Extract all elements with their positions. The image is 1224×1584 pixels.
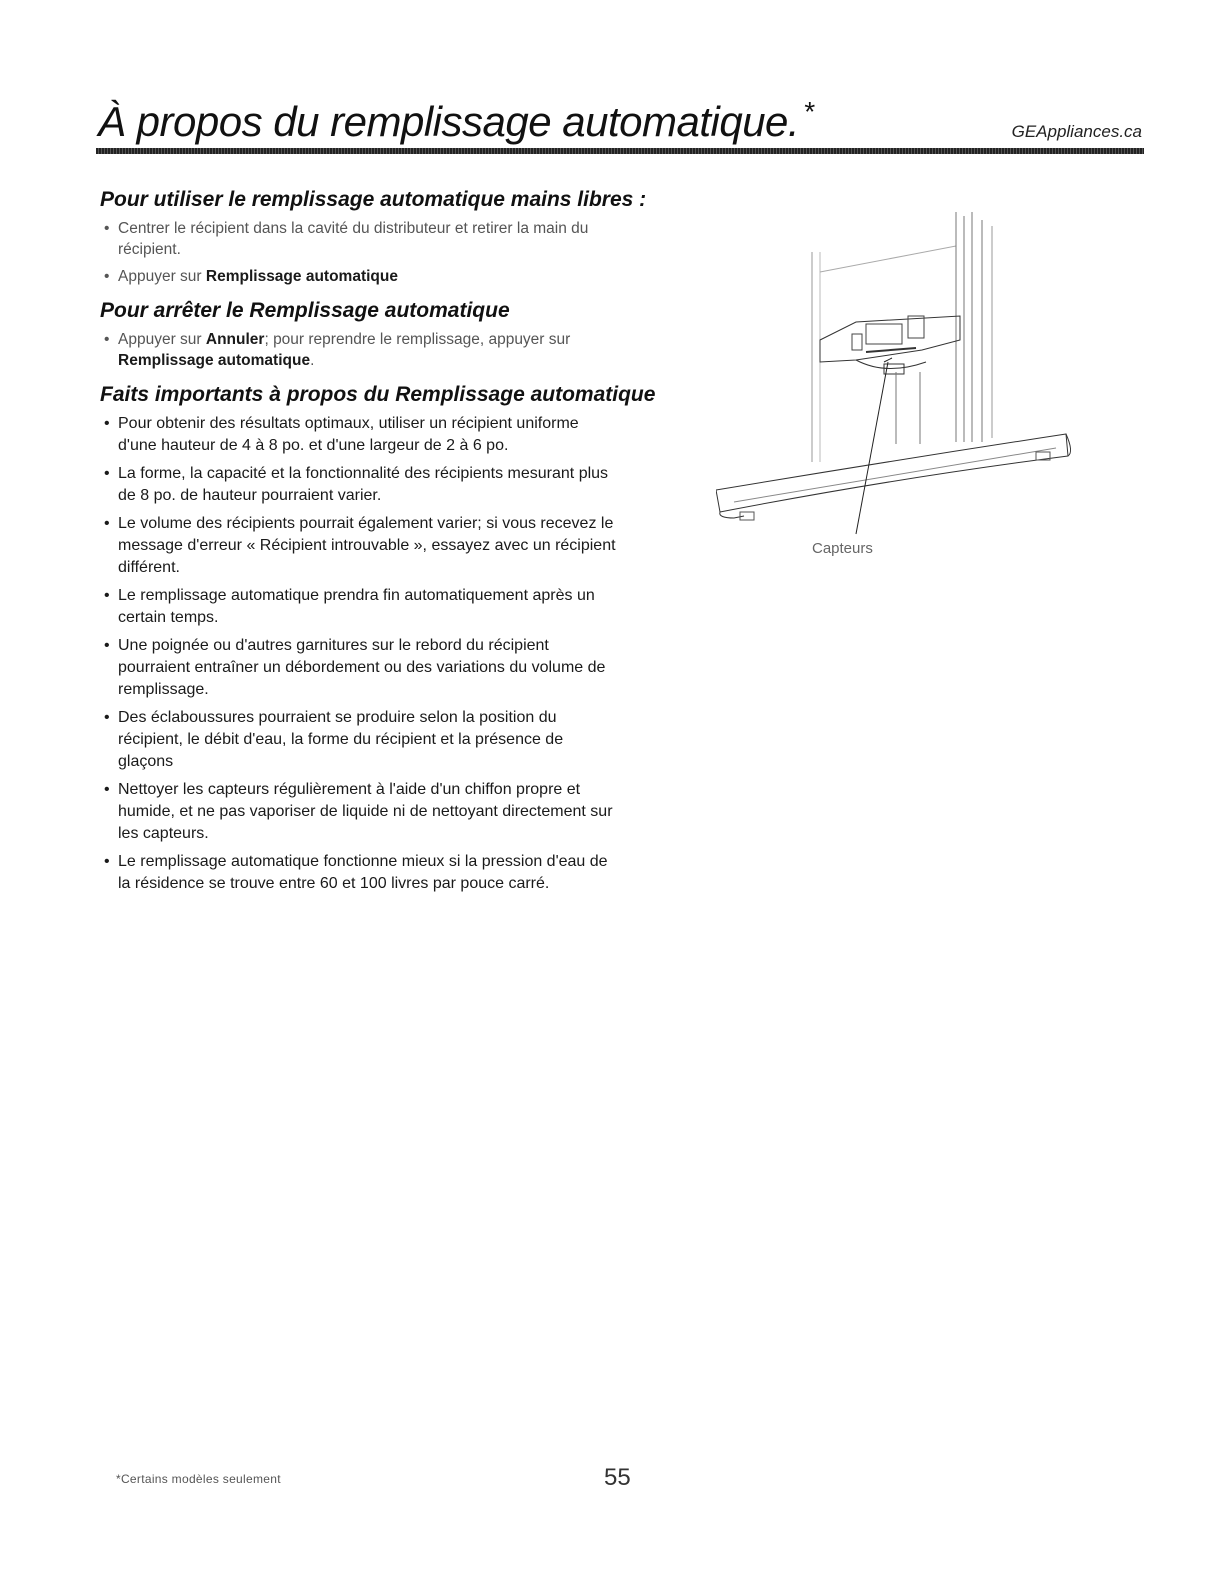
- list-item: • Appuyer sur Annuler; pour reprendre le remplissage, appuyer sur Remplissage automatique.: [100, 329, 620, 371]
- footnote: *Certains modèles seulement: [116, 1472, 281, 1486]
- list-item: • Nettoyer les capteurs régulièrement à l'aide d'un chiffon propre et humide, et ne pas vaporiser de liquide ni de nettoyant directement sur les capteurs.: [100, 779, 620, 845]
- dispenser-illustration: [716, 212, 1086, 542]
- list-item: • Une poignée ou d'autres garnitures sur le rebord du récipient pourraient entraîner un débordement ou des variations du volume de remplissage.: [100, 635, 620, 701]
- page-number: 55: [604, 1464, 631, 1491]
- list-item: • Le remplissage automatique fonctionne mieux si la pression d'eau de la résidence se trouve entre 60 et 100 livres par pouce carré.: [100, 851, 620, 895]
- list-item: • Pour obtenir des résultats optimaux, utiliser un récipient uniforme d'une hauteur de 4 à 8 po. et d'une largeur de 2 à 6 po.: [100, 413, 620, 457]
- list-item: • La forme, la capacité et la fonctionnalité des récipients mesurant plus de 8 po. de hauteur pourraient varier.: [100, 463, 620, 507]
- list-item: • Le volume des récipients pourrait également varier; si vous recevez le message d'erreur « Récipient introuvable », essayez avec un récipient différent.: [100, 513, 620, 579]
- header-rule: [96, 148, 1144, 154]
- list-item: • Des éclaboussures pourraient se produire selon la position du récipient, le débit d'eau, la forme du récipient et la présence de glaçons: [100, 707, 620, 773]
- list-item: • Le remplissage automatique prendra fin automatiquement après un certain temps.: [100, 585, 620, 629]
- hands-free-list: [100, 218, 620, 287]
- stop-list: [100, 329, 620, 371]
- title-asterisk: *: [803, 96, 814, 127]
- section-title-hands-free: Pour utiliser le remplissage automatique mains libres :: [100, 188, 647, 211]
- figure-caption: Capteurs: [812, 540, 873, 557]
- section-title-stop: Pour arrêter le Remplissage automatique: [100, 299, 510, 322]
- facts-list: [100, 413, 620, 895]
- section-title-facts: Faits importants à propos du Remplissage automatique: [100, 383, 656, 406]
- main-content: [100, 188, 656, 907]
- list-item: • Appuyer sur Remplissage automatique: [100, 266, 620, 287]
- page-title: À propos du remplissage automatique. *: [98, 96, 814, 145]
- list-item: • Centrer le récipient dans la cavité du distributeur et retirer la main du récipient.: [100, 218, 620, 260]
- website-url: GEAppliances.ca: [1011, 122, 1142, 141]
